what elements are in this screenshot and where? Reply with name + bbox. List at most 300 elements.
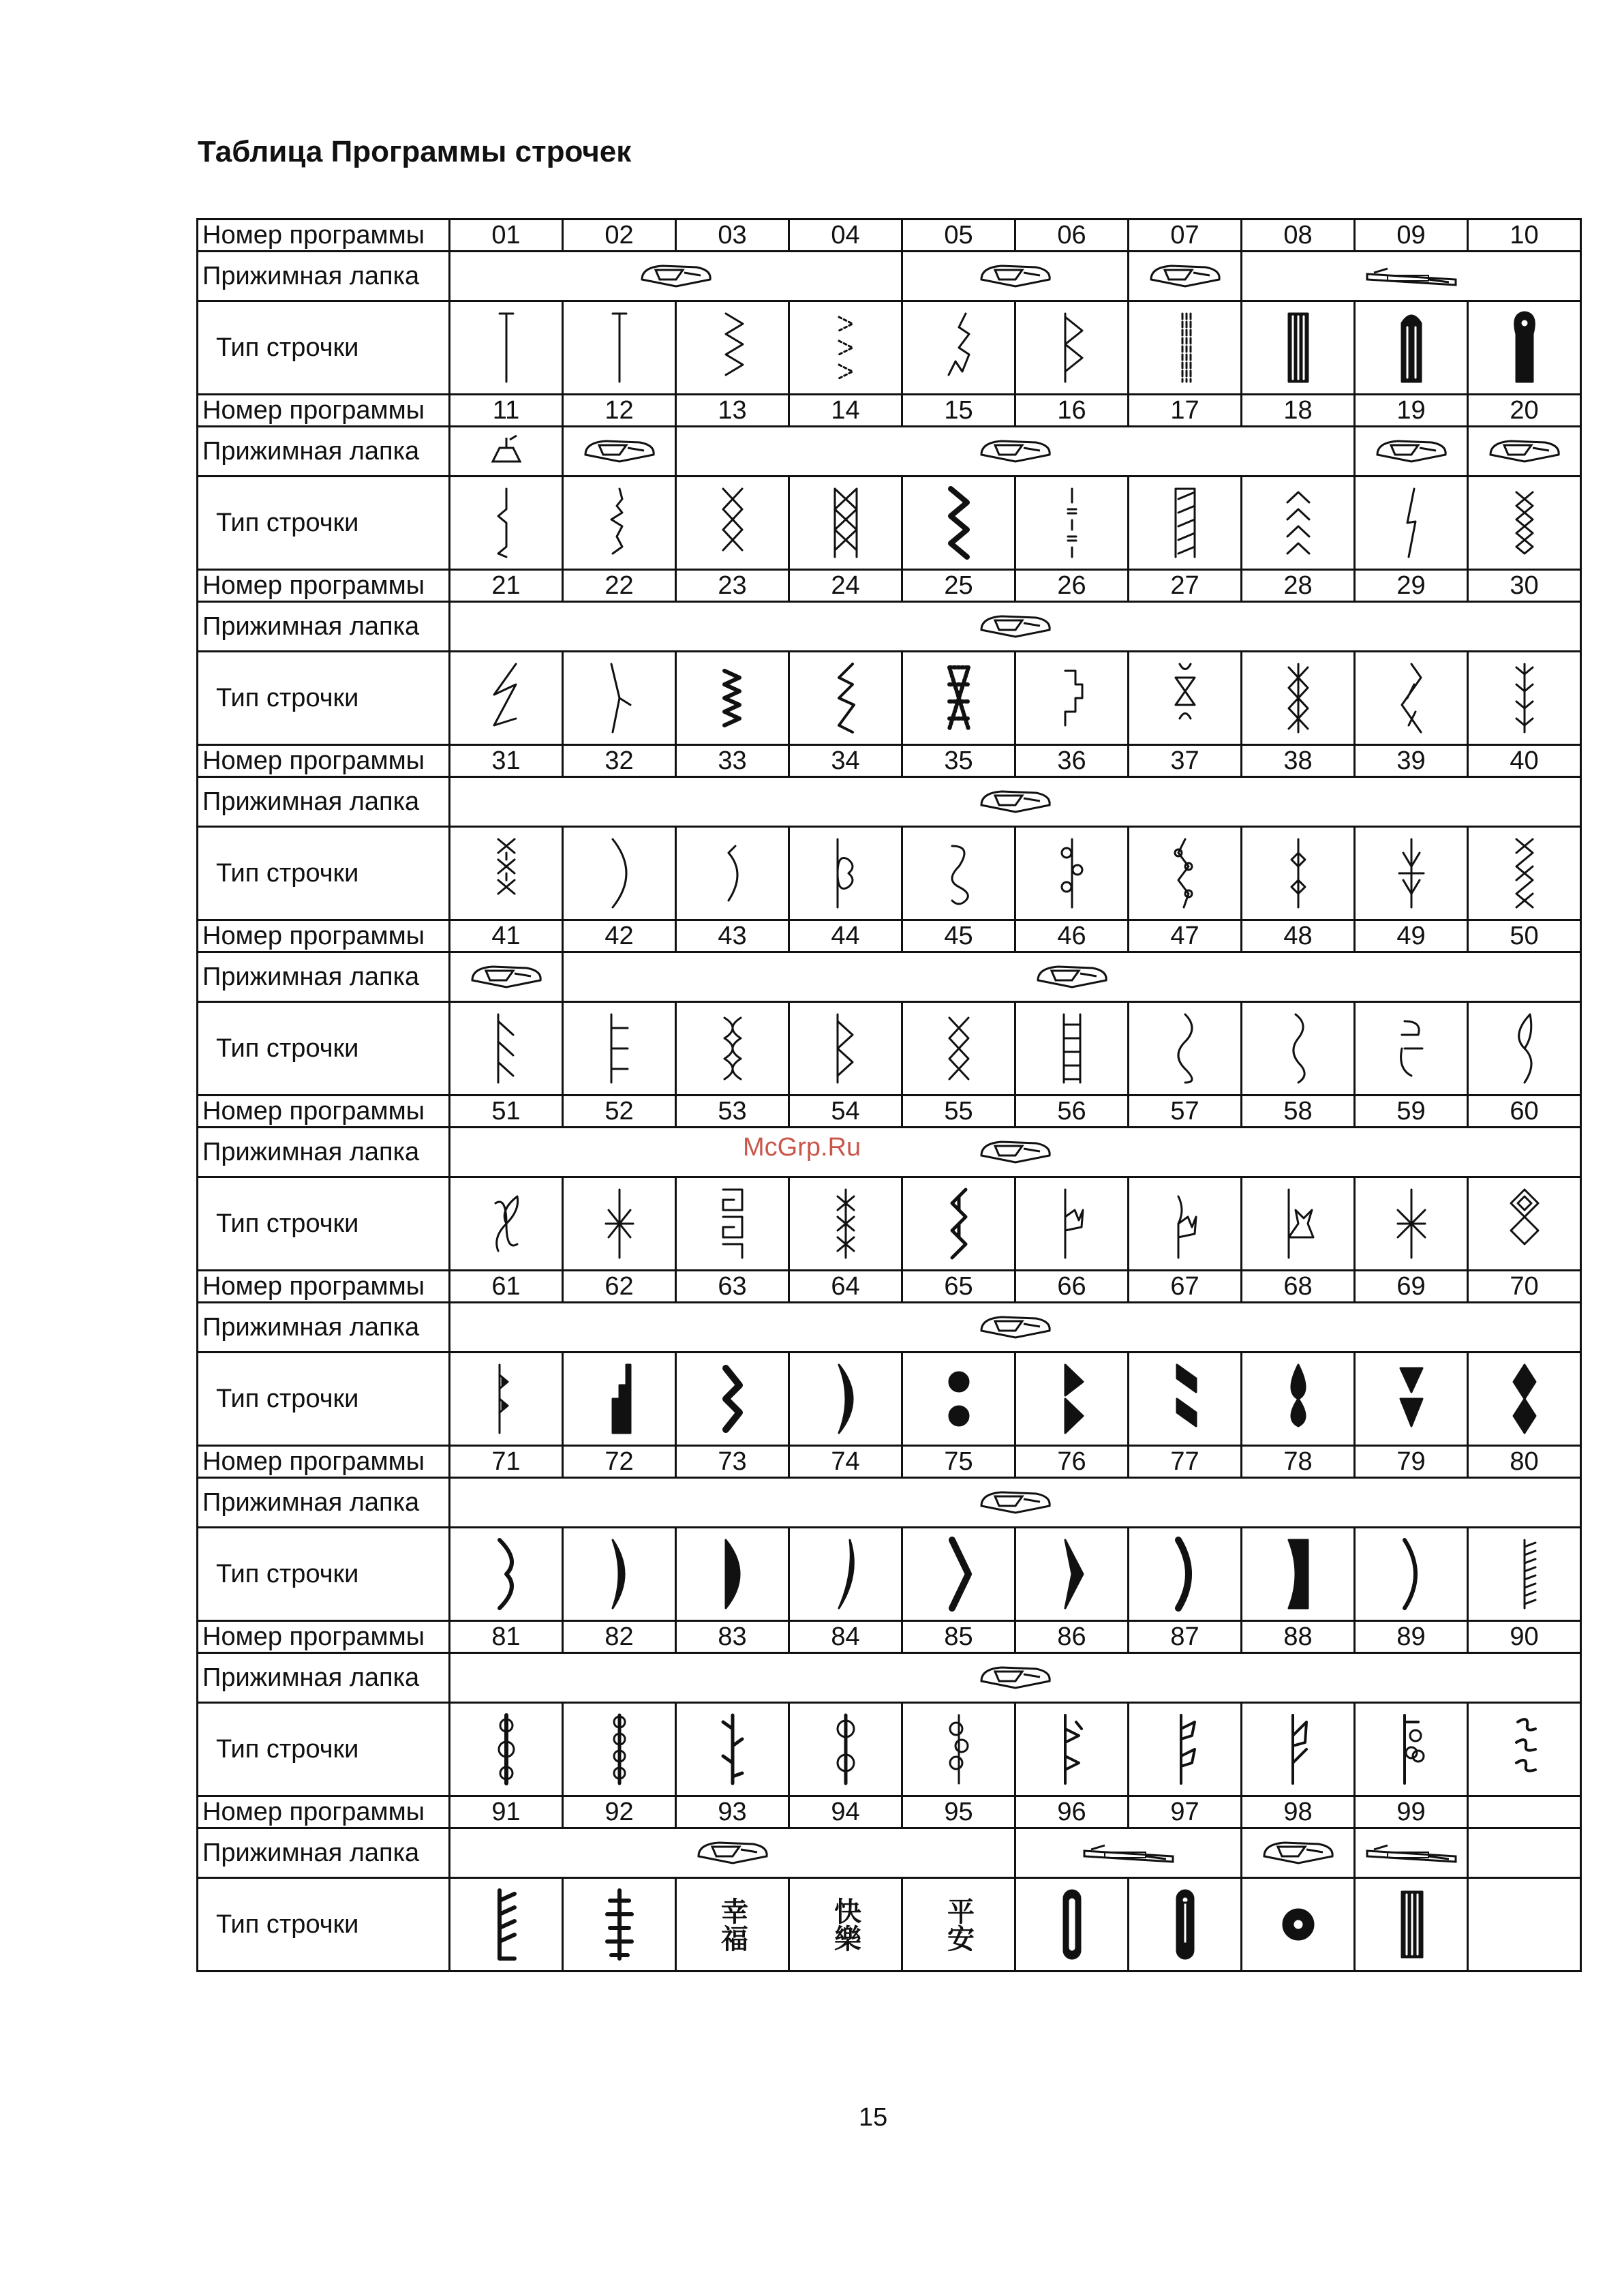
program-number: 31 xyxy=(450,745,563,777)
stitch-pattern-cell xyxy=(1242,1177,1355,1271)
presser-foot-icon xyxy=(692,1836,774,1870)
presser-foot-cell xyxy=(1468,427,1581,477)
program-number-row xyxy=(198,570,1581,602)
presser-foot-cell xyxy=(450,1128,1581,1177)
triple-straight-icon xyxy=(1158,307,1212,389)
stitch-pattern-cell xyxy=(450,1878,563,1972)
stitch-pattern-cell xyxy=(676,1528,789,1621)
stitch-type-row xyxy=(198,301,1581,395)
scallop-fill-icon xyxy=(592,1533,647,1615)
bracket-square-icon xyxy=(1271,1533,1326,1615)
program-number: 46 xyxy=(1015,920,1129,952)
program-number: 50 xyxy=(1468,920,1581,952)
program-number: 02 xyxy=(563,220,676,252)
presser-foot-icon xyxy=(1031,960,1113,994)
triple-cross-icon xyxy=(1271,657,1326,739)
crescent-thin-icon xyxy=(1384,1533,1439,1615)
program-number: 90 xyxy=(1468,1621,1581,1653)
stitch-pattern-cell xyxy=(676,827,789,920)
stitch-pattern-cell xyxy=(1242,301,1355,395)
stitch-pattern-cell xyxy=(1129,1528,1242,1621)
program-number: 67 xyxy=(1129,1271,1242,1303)
stitch-pattern-cell xyxy=(563,1703,676,1796)
overcast-icon xyxy=(1045,307,1099,389)
small-moon-icon xyxy=(705,832,760,914)
presser-foot-cell xyxy=(563,952,1581,1002)
scroll-icon xyxy=(1497,1708,1552,1790)
satin-zigzag-icon xyxy=(932,482,986,564)
program-number: 48 xyxy=(1242,920,1355,952)
darning-foot-icon xyxy=(479,434,534,468)
program-number: 43 xyxy=(676,920,789,952)
program-number: 89 xyxy=(1355,1621,1468,1653)
bartack-icon xyxy=(1045,482,1099,564)
program-number: 13 xyxy=(676,395,789,427)
watermark: McGrp.Ru xyxy=(743,1133,861,1162)
stitch-pattern-cell xyxy=(1468,1002,1581,1096)
moon-tip-icon xyxy=(818,1533,873,1615)
presser-foot-cell xyxy=(563,427,676,477)
stitch-type-label: Тип строчки xyxy=(198,827,450,920)
loop-icon xyxy=(932,832,986,914)
program-number-label: Номер программы xyxy=(198,1096,450,1128)
presser-foot-cell xyxy=(1355,427,1468,477)
program-number: 78 xyxy=(1242,1446,1355,1478)
lightning-icon xyxy=(1384,482,1439,564)
stitch-pattern-cell xyxy=(789,652,902,745)
program-number: 86 xyxy=(1015,1621,1129,1653)
program-number: 32 xyxy=(563,745,676,777)
program-number: 25 xyxy=(902,570,1015,602)
presser-foot-icon xyxy=(975,1485,1056,1520)
program-number: 53 xyxy=(676,1096,789,1128)
program-number: 57 xyxy=(1129,1096,1242,1128)
presser-foot-row xyxy=(198,602,1581,652)
stitch-program-table xyxy=(196,218,1582,1972)
presser-foot-icon xyxy=(975,259,1056,293)
stitch-pattern-cell xyxy=(789,1353,902,1446)
presser-foot-icon xyxy=(1371,434,1452,468)
stitch-pattern-cell xyxy=(450,1528,563,1621)
program-number: 72 xyxy=(563,1446,676,1478)
presser-foot-label: Прижимная лапка xyxy=(198,1478,450,1528)
stitch-pattern-cell xyxy=(1355,301,1468,395)
stitch-pattern-cell xyxy=(450,301,563,395)
program-number: 76 xyxy=(1015,1446,1129,1478)
program-number: 07 xyxy=(1129,220,1242,252)
leaf-pair-icon xyxy=(479,1183,534,1265)
stitch-pattern-cell xyxy=(1015,1528,1129,1621)
stitch-pattern-cell xyxy=(676,1002,789,1096)
feather-icon xyxy=(705,657,760,739)
chevron-leaf-icon xyxy=(932,1183,986,1265)
stitch-pattern-cell xyxy=(1129,1002,1242,1096)
buttonhole-foot-icon xyxy=(1360,1836,1463,1870)
presser-foot-cell xyxy=(1129,252,1242,301)
program-number: 39 xyxy=(1355,745,1468,777)
program-number: 87 xyxy=(1129,1621,1242,1653)
stitch-pattern-cell xyxy=(1242,652,1355,745)
diamond-chain-icon xyxy=(1384,657,1439,739)
presser-foot-icon xyxy=(1257,1836,1339,1870)
program-number: 58 xyxy=(1242,1096,1355,1128)
stitch-pattern-cell xyxy=(1468,1878,1581,1972)
stitch-type-row xyxy=(198,1002,1581,1096)
stitch-type-label: Тип строчки xyxy=(198,1177,450,1271)
stitch-pattern-cell xyxy=(676,1703,789,1796)
stitch-type-label: Тип строчки xyxy=(198,652,450,745)
program-number: 30 xyxy=(1468,570,1581,602)
dot-icon xyxy=(932,1358,986,1440)
stitch-type-row xyxy=(198,1353,1581,1446)
program-number: 41 xyxy=(450,920,563,952)
stitch-pattern-cell xyxy=(1468,1177,1581,1271)
arrow-stem-icon xyxy=(1384,832,1439,914)
buttonhole-foot-icon xyxy=(1077,1836,1180,1870)
stitch-pattern-cell xyxy=(902,1878,1015,1972)
stitch-pattern-cell xyxy=(1015,1703,1129,1796)
stitch-pattern-cell xyxy=(1355,1528,1468,1621)
stitch-pattern-cell xyxy=(1355,1002,1468,1096)
eyelet-icon xyxy=(1271,1884,1326,1965)
stitch-pattern-cell xyxy=(789,1177,902,1271)
program-number: 23 xyxy=(676,570,789,602)
stitch-type-row xyxy=(198,1177,1581,1271)
stitch-pattern-cell xyxy=(1355,1353,1468,1446)
tulip-curve-icon xyxy=(1158,1183,1212,1265)
stitch-pattern-cell xyxy=(1355,652,1468,745)
stitch-type-row xyxy=(198,1528,1581,1621)
wave-icon xyxy=(1158,1008,1212,1089)
program-number: 29 xyxy=(1355,570,1468,602)
presser-foot-row xyxy=(198,1828,1581,1878)
presser-foot-icon xyxy=(975,1135,1056,1169)
comb-icon xyxy=(479,1008,534,1089)
program-number-label: Номер программы xyxy=(198,395,450,427)
flower-motif-icon xyxy=(1045,1708,1099,1790)
three-step-zigzag-icon xyxy=(818,307,873,389)
page-number: 15 xyxy=(859,2103,888,2132)
spade-icon xyxy=(1271,1358,1326,1440)
stitch-pattern-cell xyxy=(676,477,789,570)
smocking-icon xyxy=(932,657,986,739)
program-number: 65 xyxy=(902,1271,1015,1303)
stitch-pattern-cell xyxy=(1355,1878,1468,1972)
keyhole-buttonhole-icon xyxy=(1497,307,1552,389)
program-number: 18 xyxy=(1242,395,1355,427)
stitch-pattern-cell xyxy=(789,827,902,920)
stitch-pattern-cell xyxy=(450,477,563,570)
program-number-label: Номер программы xyxy=(198,1446,450,1478)
straight-center-icon xyxy=(592,307,647,389)
stitch-pattern-cell xyxy=(676,1878,789,1972)
stitch-pattern-cell xyxy=(1468,1528,1581,1621)
stitch-pattern-cell xyxy=(676,1353,789,1446)
stitch-pattern-cell xyxy=(450,652,563,745)
bowtie-chain-icon xyxy=(1497,832,1552,914)
floral-column-icon xyxy=(592,1708,647,1790)
vine-icon xyxy=(1158,832,1212,914)
stitch-pattern-cell xyxy=(1129,1177,1242,1271)
program-number: 74 xyxy=(789,1446,902,1478)
down-triangle-icon xyxy=(1384,1358,1439,1440)
stitch-type-row xyxy=(198,827,1581,920)
program-number: 95 xyxy=(902,1796,1015,1828)
stitch-pattern-cell xyxy=(563,1878,676,1972)
stitch-pattern-cell xyxy=(902,1002,1015,1096)
program-number: 75 xyxy=(902,1446,1015,1478)
presser-foot-icon xyxy=(579,434,660,468)
stitch-pattern-cell xyxy=(902,1703,1015,1796)
program-number: 12 xyxy=(563,395,676,427)
program-number: 71 xyxy=(450,1446,563,1478)
stitch-pattern-cell xyxy=(902,1528,1015,1621)
diamond-flower-icon xyxy=(1271,832,1326,914)
s-curve-icon xyxy=(1271,1008,1326,1089)
program-number: 60 xyxy=(1468,1096,1581,1128)
program-number: 06 xyxy=(1015,220,1129,252)
snowflake-chain-icon xyxy=(818,1183,873,1265)
program-number: 91 xyxy=(450,1796,563,1828)
shell-zigzag-icon xyxy=(818,657,873,739)
stitch-pattern-cell xyxy=(563,1353,676,1446)
program-number: 98 xyxy=(1242,1796,1355,1828)
buttonhole-square-icon xyxy=(1271,307,1326,389)
cross-stitch-icon xyxy=(705,482,760,564)
program-number: 97 xyxy=(1129,1796,1242,1828)
stitch-type-row xyxy=(198,652,1581,745)
stitch-pattern-cell xyxy=(1015,1002,1129,1096)
program-number: 92 xyxy=(563,1796,676,1828)
program-number-label: Номер программы xyxy=(198,1271,450,1303)
presser-foot-icon xyxy=(975,1661,1056,1695)
program-number: 36 xyxy=(1015,745,1129,777)
stitch-pattern-cell xyxy=(1468,652,1581,745)
presser-foot-cell xyxy=(450,1478,1581,1528)
serpentine-icon xyxy=(932,307,986,389)
stitch-pattern-cell xyxy=(1468,1703,1581,1796)
program-number: 83 xyxy=(676,1621,789,1653)
program-number: 04 xyxy=(789,220,902,252)
program-number: 77 xyxy=(1129,1446,1242,1478)
stitch-pattern-cell xyxy=(1242,827,1355,920)
program-number: 99 xyxy=(1355,1796,1468,1828)
zigzag-bold-icon xyxy=(705,1358,760,1440)
angled-zigzag-icon xyxy=(592,657,647,739)
presser-foot-row xyxy=(198,1303,1581,1353)
stitch-pattern-cell xyxy=(1015,301,1129,395)
stitch-pattern-cell xyxy=(563,1002,676,1096)
presser-foot-icon xyxy=(465,960,547,994)
tree-icon xyxy=(592,1884,647,1965)
flower-motif-alt-icon xyxy=(1158,1708,1212,1790)
stitch-pattern-cell xyxy=(1015,827,1129,920)
buttonhole-oval-icon xyxy=(1045,1884,1099,1965)
stitch-pattern-cell xyxy=(1242,1703,1355,1796)
stitch-pattern-cell xyxy=(676,301,789,395)
stitch-type-label: Тип строчки xyxy=(198,1528,450,1621)
program-number: 56 xyxy=(1015,1096,1129,1128)
stitch-pattern-cell xyxy=(450,1353,563,1446)
program-number-row xyxy=(198,220,1581,252)
program-number: 28 xyxy=(1242,570,1355,602)
presser-foot-cell xyxy=(450,777,1581,827)
stitch-pattern-cell xyxy=(563,652,676,745)
program-number: 11 xyxy=(450,395,563,427)
stitch-pattern-cell xyxy=(902,827,1015,920)
berries-icon xyxy=(1384,1708,1439,1790)
program-number: 96 xyxy=(1015,1796,1129,1828)
stitch-pattern-cell xyxy=(789,1703,902,1796)
heart-icon xyxy=(818,832,873,914)
stitch-pattern-cell xyxy=(1242,477,1355,570)
buttonhole-bar-icon xyxy=(1384,1884,1439,1965)
stitch-pattern-cell xyxy=(1015,1353,1129,1446)
stitch-type-label: Тип строчки xyxy=(198,477,450,570)
presser-foot-label: Прижимная лапка xyxy=(198,952,450,1002)
program-number: 80 xyxy=(1468,1446,1581,1478)
program-number: 88 xyxy=(1242,1621,1355,1653)
program-number: 35 xyxy=(902,745,1015,777)
stitch-pattern-cell xyxy=(450,827,563,920)
blossom-icon xyxy=(932,1708,986,1790)
diamond-flag-icon xyxy=(479,1358,534,1440)
stitch-pattern-cell xyxy=(1129,652,1242,745)
honeycomb-icon xyxy=(1497,482,1552,564)
presser-foot-cell xyxy=(450,252,902,301)
presser-foot-cell xyxy=(450,602,1581,652)
presser-foot-icon xyxy=(975,609,1056,644)
program-number: 34 xyxy=(789,745,902,777)
stitch-pattern-cell xyxy=(1242,1353,1355,1446)
presser-foot-row xyxy=(198,252,1581,301)
presser-foot-label: Прижимная лапка xyxy=(198,1128,450,1177)
presser-foot-cell xyxy=(450,1653,1581,1703)
star-icon xyxy=(1271,1183,1326,1265)
asterisk-icon xyxy=(1384,1183,1439,1265)
stitch-type-label: Тип строчки xyxy=(198,1002,450,1096)
chevron-right-icon xyxy=(932,1533,986,1615)
fern-icon xyxy=(1497,1533,1552,1615)
elastic-blind-hem-icon xyxy=(592,482,647,564)
program-number: 17 xyxy=(1129,395,1242,427)
program-number-row xyxy=(198,745,1581,777)
program-number-row xyxy=(198,1796,1581,1828)
stitch-pattern-cell xyxy=(563,1528,676,1621)
stitch-pattern-cell xyxy=(1129,301,1242,395)
greek-square-icon xyxy=(705,1183,760,1265)
stitch-pattern-cell xyxy=(1242,1528,1355,1621)
stitch-pattern-cell xyxy=(902,1353,1015,1446)
stitch-pattern-cell xyxy=(563,477,676,570)
cross-line-icon xyxy=(479,832,534,914)
scallop-bump-icon xyxy=(479,1533,534,1615)
grass-icon xyxy=(479,1884,534,1965)
program-number: 22 xyxy=(563,570,676,602)
presser-foot-cell xyxy=(450,427,563,477)
keyhole-oval-icon xyxy=(1158,1884,1212,1965)
triangle-flag-icon xyxy=(1045,1358,1099,1440)
program-number: 69 xyxy=(1355,1271,1468,1303)
presser-foot-label: Прижимная лапка xyxy=(198,602,450,652)
presser-foot-cell xyxy=(1468,1828,1581,1878)
character-happy-icon: 快樂 xyxy=(829,1897,861,1952)
arrow-right-icon xyxy=(1045,1533,1099,1615)
rose-vine-icon xyxy=(818,1708,873,1790)
tulip-motif-icon xyxy=(1271,1708,1326,1790)
stitch-pattern-cell xyxy=(1015,1177,1129,1271)
presser-foot-cell xyxy=(1242,1828,1355,1878)
program-number: 51 xyxy=(450,1096,563,1128)
program-number-row xyxy=(198,1446,1581,1478)
presser-foot-label: Прижимная лапка xyxy=(198,427,450,477)
program-number: 24 xyxy=(789,570,902,602)
presser-foot-cell xyxy=(902,252,1129,301)
stitch-pattern-cell xyxy=(1242,1002,1355,1096)
program-number-label: Номер программы xyxy=(198,1621,450,1653)
presser-foot-label: Прижимная лапка xyxy=(198,1303,450,1353)
program-number: 14 xyxy=(789,395,902,427)
stitch-pattern-cell xyxy=(450,1703,563,1796)
program-number: 42 xyxy=(563,920,676,952)
presser-foot-icon xyxy=(975,434,1056,468)
tulip-icon xyxy=(1045,1183,1099,1265)
presser-foot-cell xyxy=(1242,252,1581,301)
crescent-icon xyxy=(818,1358,873,1440)
ladder-icon xyxy=(1045,1008,1099,1089)
star-burst-icon xyxy=(592,1183,647,1265)
program-number: 62 xyxy=(563,1271,676,1303)
program-number: 03 xyxy=(676,220,789,252)
program-number: 40 xyxy=(1468,745,1581,777)
program-number-label: Номер программы xyxy=(198,1796,450,1828)
program-number: 27 xyxy=(1129,570,1242,602)
braid-icon xyxy=(705,1008,760,1089)
blind-hem-icon xyxy=(479,482,534,564)
stitch-pattern-cell xyxy=(1129,1878,1242,1972)
program-number: 09 xyxy=(1355,220,1468,252)
stitch-pattern-cell xyxy=(1129,1353,1242,1446)
program-number: 59 xyxy=(1355,1096,1468,1128)
stitch-pattern-cell xyxy=(1468,477,1581,570)
stitch-pattern-cell xyxy=(450,1002,563,1096)
leaf-stitch-icon xyxy=(1497,657,1552,739)
spiral-square-icon xyxy=(1497,1183,1552,1265)
stitch-type-label: Тип строчки xyxy=(198,1353,450,1446)
zigzag-icon xyxy=(705,307,760,389)
program-number-row xyxy=(198,395,1581,427)
stitch-pattern-cell xyxy=(789,477,902,570)
program-number: 21 xyxy=(450,570,563,602)
presser-foot-row xyxy=(198,1478,1581,1528)
stitch-pattern-cell xyxy=(1129,1703,1242,1796)
program-number: 38 xyxy=(1242,745,1355,777)
program-number: 93 xyxy=(676,1796,789,1828)
presser-foot-row xyxy=(198,952,1581,1002)
bowtie-icon xyxy=(1158,657,1212,739)
stitch-pattern-cell xyxy=(1015,1878,1129,1972)
presser-foot-icon xyxy=(975,1310,1056,1344)
program-number: 26 xyxy=(1015,570,1129,602)
leaf-curl-icon xyxy=(1497,1008,1552,1089)
stitch-pattern-cell xyxy=(676,1177,789,1271)
buttonhole-foot-icon xyxy=(1360,259,1463,293)
block-step-icon xyxy=(592,1358,647,1440)
stitch-pattern-cell xyxy=(563,301,676,395)
stitch-pattern-cell xyxy=(902,1177,1015,1271)
program-number-row xyxy=(198,1271,1581,1303)
presser-foot-cell xyxy=(450,952,563,1002)
